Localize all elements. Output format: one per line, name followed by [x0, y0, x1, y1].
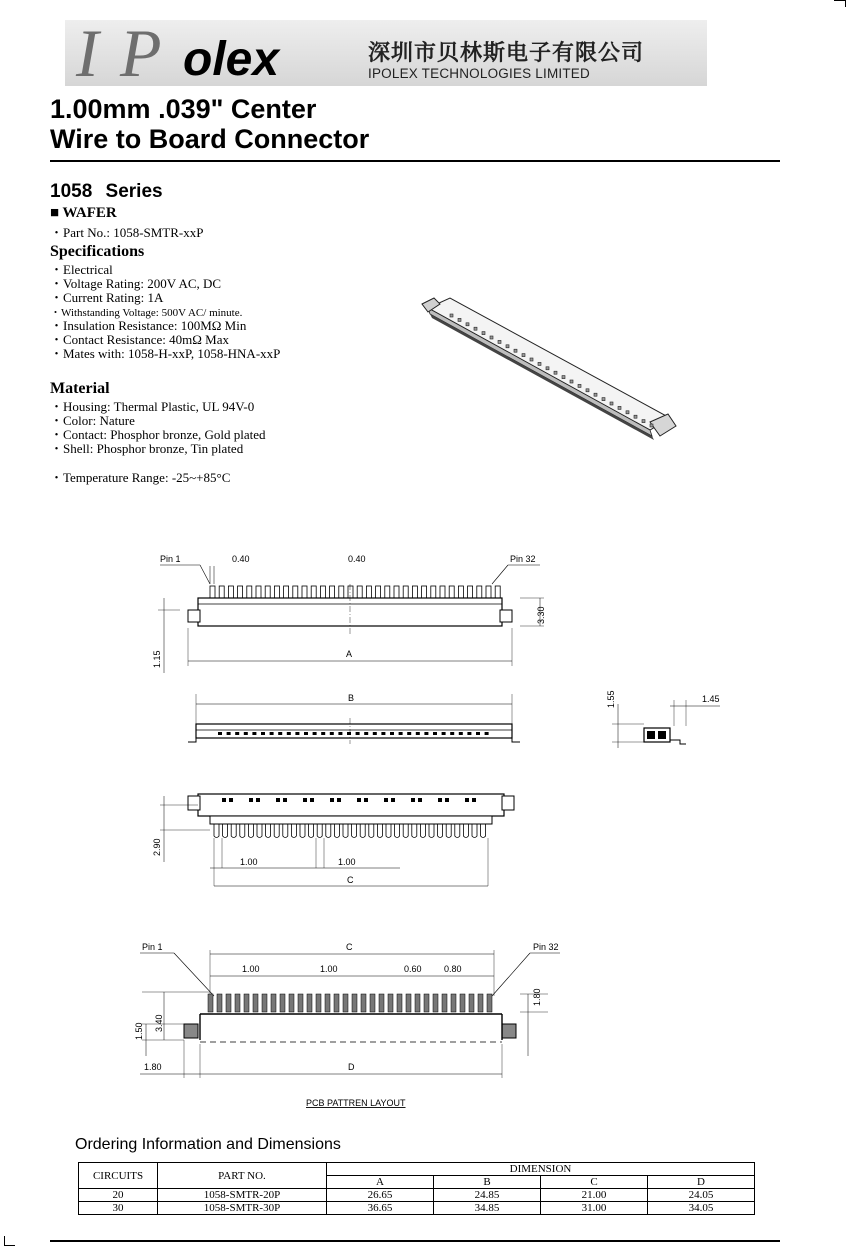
housing-window	[222, 798, 226, 802]
contact-pin	[256, 586, 261, 598]
material-item: ・Shell: Phosphor bronze, Tin plated	[50, 441, 244, 456]
solder-tail	[395, 824, 400, 838]
pcb-pad	[379, 994, 384, 1012]
solder-tail	[412, 824, 417, 838]
col-dim-c: C	[541, 1176, 648, 1189]
solder-tail	[352, 824, 357, 838]
top-view-drawing	[150, 548, 550, 678]
housing-window	[418, 798, 422, 802]
col-dimension: DIMENSION	[327, 1163, 755, 1176]
pcb-pad	[325, 994, 330, 1012]
pad-length-label: 1.80	[532, 988, 542, 1006]
contact-slot	[530, 358, 533, 361]
solder-tail	[291, 824, 296, 838]
solder-tail	[429, 824, 434, 838]
cell-c: 31.00	[541, 1202, 648, 1215]
contact-dot	[424, 732, 428, 735]
contact-slot	[578, 384, 581, 387]
housing-window	[445, 798, 449, 802]
logo-letter-p: P	[120, 15, 162, 91]
contact-slot	[474, 327, 477, 330]
contact-pin	[458, 586, 463, 598]
housing-window	[465, 798, 469, 802]
pcb-pad	[226, 994, 231, 1012]
contact-pin	[302, 586, 307, 598]
contact-slot	[482, 332, 485, 335]
solder-tail	[240, 824, 245, 838]
col-circuits: CIRCUITS	[79, 1163, 158, 1189]
pcb-margin-label: 1.80	[144, 1062, 162, 1072]
contact-slot	[594, 393, 597, 396]
offset-label: 1.15	[152, 650, 162, 668]
cell-part: 1058-SMTR-20P	[158, 1189, 327, 1202]
pcb-pad	[280, 994, 285, 1012]
contact-pin	[366, 586, 371, 598]
contact-slot	[562, 376, 565, 379]
solder-tail	[369, 824, 374, 838]
solder-tail	[231, 824, 236, 838]
housing-window	[411, 798, 415, 802]
pcb-pad	[370, 994, 375, 1012]
contact-pin	[376, 586, 381, 598]
company-name-en: IPOLEX TECHNOLOGIES LIMITED	[368, 66, 590, 81]
solder-tail	[438, 824, 443, 838]
side-height-label: 1.55	[606, 690, 616, 708]
contact-dot	[218, 732, 222, 735]
housing-window	[438, 798, 442, 802]
pcb-pad	[316, 994, 321, 1012]
pcb-pad	[244, 994, 249, 1012]
contact-pin	[394, 586, 399, 598]
contact-pin	[449, 586, 454, 598]
col-dim-a: A	[327, 1176, 434, 1189]
contact-dot	[467, 732, 471, 735]
material-item: ・Color: Nature	[50, 413, 135, 428]
contact-dot	[450, 732, 454, 735]
solder-tail	[248, 824, 253, 838]
contact-dot	[399, 732, 403, 735]
contact-dot	[373, 732, 377, 735]
contact-dot	[295, 732, 299, 735]
contact-dot	[321, 732, 325, 735]
contact-slot	[506, 345, 509, 348]
material-item: ・Contact: Phosphor bronze, Gold plated	[50, 427, 266, 442]
logo-text: olex	[183, 33, 280, 86]
contact-pin	[339, 586, 344, 598]
contact-pin	[440, 586, 445, 598]
pcb-pad	[433, 994, 438, 1012]
contact-dot	[433, 732, 437, 735]
spec-item: ・Current Rating: 1A	[50, 290, 164, 305]
solder-tail	[223, 824, 228, 838]
solder-tail	[446, 824, 451, 838]
pcb-pad	[415, 994, 420, 1012]
contact-slot	[498, 340, 501, 343]
part-number: ・Part No.: 1058-SMTR-xxP	[50, 225, 204, 240]
cell-b: 34.85	[434, 1202, 541, 1215]
spec-item: ・Electrical	[50, 262, 113, 277]
contact-slot	[602, 398, 605, 401]
contact-dot	[227, 732, 231, 735]
housing-window	[337, 798, 341, 802]
cell-circuits: 30	[79, 1202, 158, 1215]
contact-slot	[546, 367, 549, 370]
contact-dot	[287, 732, 291, 735]
cell-circuits: 20	[79, 1189, 158, 1202]
housing-window	[384, 798, 388, 802]
solder-tail	[283, 824, 288, 838]
side-view-drawing	[600, 680, 730, 752]
contact-dot	[416, 732, 420, 735]
cell-d: 24.05	[648, 1189, 755, 1202]
crop-mark-top-right	[834, 0, 846, 7]
contact-dot	[381, 732, 385, 735]
dim-c-label: C	[346, 942, 353, 952]
contact-slot	[458, 318, 461, 321]
housing-window	[310, 798, 314, 802]
pcb-pad	[487, 994, 492, 1012]
housing-window	[357, 798, 361, 802]
solder-tail	[386, 824, 391, 838]
contact-dot	[261, 732, 265, 735]
housing-window	[229, 798, 233, 802]
contact-slot	[570, 380, 573, 383]
pin32-label: Pin 32	[510, 554, 536, 564]
pcb-layout-drawing	[130, 936, 560, 1112]
solder-tail	[214, 824, 219, 838]
contact-pin	[431, 586, 436, 598]
pcb-pad	[343, 994, 348, 1012]
pin1-label: Pin 1	[142, 942, 163, 952]
contact-pin	[293, 586, 298, 598]
contact-pin	[412, 586, 417, 598]
solder-tail	[472, 824, 477, 838]
solder-tail	[317, 824, 322, 838]
pad-pitch-label: 0.80	[444, 964, 462, 974]
contact-dot	[235, 732, 239, 735]
spec-item: ・Insulation Resistance: 100MΩ Min	[50, 318, 247, 333]
contact-pin	[238, 586, 243, 598]
contact-dot	[304, 732, 308, 735]
pcb-pad	[397, 994, 402, 1012]
contact-slot	[514, 349, 517, 352]
pcb-pad	[262, 994, 267, 1012]
specifications-heading: Specifications	[50, 243, 145, 260]
pcb-pad	[271, 994, 276, 1012]
title-line-1: 1.00mm .039" Center	[50, 94, 317, 124]
contact-dot	[485, 732, 489, 735]
pcb-pad	[298, 994, 303, 1012]
contact-dot	[356, 732, 360, 735]
housing-window	[330, 798, 334, 802]
contact-slot	[586, 389, 589, 392]
contact-slot	[650, 424, 653, 427]
contact-dot	[313, 732, 317, 735]
housing-window	[391, 798, 395, 802]
contact-dot	[390, 732, 394, 735]
col-dim-b: B	[434, 1176, 541, 1189]
front-view-drawing	[180, 690, 530, 746]
cell-a: 26.65	[327, 1189, 434, 1202]
crop-mark-bottom-left	[4, 1236, 15, 1246]
title-divider	[50, 160, 780, 162]
pcb-pad	[289, 994, 294, 1012]
solder-tail	[360, 824, 365, 838]
contact-dot	[364, 732, 368, 735]
contact-dot	[270, 732, 274, 735]
dim-d-label: D	[348, 1062, 355, 1072]
solder-tail	[481, 824, 486, 838]
housing-window	[303, 798, 307, 802]
contact-pin	[385, 586, 390, 598]
contact-dot	[459, 732, 463, 735]
contact-dot	[442, 732, 446, 735]
solder-tail	[420, 824, 425, 838]
solder-tail	[266, 824, 271, 838]
logo-letter-i: I	[76, 15, 97, 91]
contact-pin	[330, 586, 335, 598]
contact-pin	[477, 586, 482, 598]
solder-tail	[309, 824, 314, 838]
cell-d: 34.05	[648, 1202, 755, 1215]
contact-dot	[252, 732, 256, 735]
solder-tail	[403, 824, 408, 838]
contact-pin	[311, 586, 316, 598]
pitch-label: 1.00	[320, 964, 338, 974]
contact-slot	[634, 415, 637, 418]
bottom-view-drawing	[150, 786, 520, 896]
contact-slot	[490, 336, 493, 339]
pitch-label: 1.00	[338, 857, 356, 867]
pin1-label: Pin 1	[160, 554, 181, 564]
table-row	[79, 1202, 755, 1215]
housing-window	[249, 798, 253, 802]
table-row	[79, 1189, 755, 1202]
solder-tail	[343, 824, 348, 838]
dim-c-label: C	[347, 875, 354, 885]
pcb-depth-label: 3.40	[154, 1014, 164, 1032]
series-heading: 1058 Series	[50, 181, 163, 202]
title-line-2: Wire to Board Connector	[50, 124, 370, 154]
pitch-label: 0.40	[232, 554, 250, 564]
housing-window	[256, 798, 260, 802]
pcb-pad	[388, 994, 393, 1012]
contact-pin	[468, 586, 473, 598]
contact-dot	[407, 732, 411, 735]
connector-3d-illustration	[420, 290, 680, 450]
contact-pin	[348, 586, 353, 598]
housing-window	[276, 798, 280, 802]
col-part-no: PART NO.	[158, 1163, 327, 1189]
pitch-label: 1.00	[242, 964, 260, 974]
spec-item: ・Mates with: 1058-H-xxP, 1058-HNA-xxP	[50, 346, 281, 361]
contact-slot	[466, 323, 469, 326]
contact-slot	[522, 354, 525, 357]
pcb-pad	[334, 994, 339, 1012]
contact-pin	[210, 586, 215, 598]
contact-dot	[476, 732, 480, 735]
solder-tail	[274, 824, 279, 838]
contact-pin	[357, 586, 362, 598]
pcb-pad	[307, 994, 312, 1012]
contact-dot	[244, 732, 248, 735]
pitch-label: 0.40	[348, 554, 366, 564]
pcb-pad	[469, 994, 474, 1012]
pcb-pad	[478, 994, 483, 1012]
pcb-pad	[235, 994, 240, 1012]
cell-c: 21.00	[541, 1189, 648, 1202]
contact-pin	[284, 586, 289, 598]
contact-slot	[626, 411, 629, 414]
contact-pin	[320, 586, 325, 598]
contact-slot	[618, 406, 621, 409]
housing-window	[283, 798, 287, 802]
pin-length-label: 2.90	[152, 838, 162, 856]
ordering-table	[78, 1162, 755, 1215]
solder-tail	[300, 824, 305, 838]
pcb-pad	[352, 994, 357, 1012]
pcb-pad	[442, 994, 447, 1012]
spec-item: ・Voltage Rating: 200V AC, DC	[50, 276, 222, 291]
wafer-heading: ■ WAFER	[50, 205, 117, 221]
solder-tail	[334, 824, 339, 838]
contact-pin	[486, 586, 491, 598]
material-heading: Material	[50, 380, 110, 397]
contact-dot	[338, 732, 342, 735]
solder-tail	[326, 824, 331, 838]
pcb-pad	[361, 994, 366, 1012]
solder-tail	[463, 824, 468, 838]
solder-tail	[377, 824, 382, 838]
housing-window	[472, 798, 476, 802]
dim-b-label: B	[348, 693, 355, 703]
contact-slot	[642, 420, 645, 423]
contact-pin	[422, 586, 427, 598]
contact-pin	[247, 586, 252, 598]
spec-item: ・Contact Resistance: 40mΩ Max	[50, 332, 229, 347]
cell-b: 24.85	[434, 1189, 541, 1202]
contact-slot	[554, 371, 557, 374]
pad-width-label: 0.60	[404, 964, 422, 974]
contact-slot	[538, 362, 541, 365]
pin32-label: Pin 32	[533, 942, 559, 952]
contact-slot	[450, 314, 453, 317]
contact-dot	[278, 732, 282, 735]
pcb-pad	[217, 994, 222, 1012]
contact-pin	[274, 586, 279, 598]
col-dim-d: D	[648, 1176, 755, 1189]
ordering-heading: Ordering Information and Dimensions	[75, 1136, 341, 1153]
cell-part: 1058-SMTR-30P	[158, 1202, 327, 1215]
dim-a-label: A	[346, 649, 353, 659]
solder-tail	[455, 824, 460, 838]
solder-tail	[257, 824, 262, 838]
contact-pin	[403, 586, 408, 598]
material-item: ・Housing: Thermal Plastic, UL 94V-0	[50, 399, 255, 414]
contact-pin	[228, 586, 233, 598]
pcb-pad	[406, 994, 411, 1012]
pcb-pad	[424, 994, 429, 1012]
pcb-offset-label: 1.50	[134, 1022, 144, 1040]
contact-pin	[265, 586, 270, 598]
company-name-cn: 深圳市贝林斯电子有限公司	[368, 41, 645, 66]
pcb-pad	[253, 994, 258, 1012]
side-width-label: 1.45	[702, 694, 720, 704]
contact-pin	[495, 586, 500, 598]
contact-dot	[330, 732, 334, 735]
height-label: 3.30	[536, 606, 546, 624]
pcb-pad	[460, 994, 465, 1012]
pitch-label: 1.00	[240, 857, 258, 867]
housing-window	[364, 798, 368, 802]
temperature-range: ・Temperature Range: -25~+85°C	[50, 470, 231, 485]
contact-dot	[347, 732, 351, 735]
pcb-layout-caption: PCB PATTREN LAYOUT	[306, 1098, 406, 1108]
spec-item: ・Withstanding Voltage: 500V AC/ minute.	[50, 307, 243, 319]
pcb-pad	[451, 994, 456, 1012]
contact-slot	[610, 402, 613, 405]
pcb-pad	[208, 994, 213, 1012]
contact-pin	[219, 586, 224, 598]
footer-divider	[50, 1240, 780, 1242]
cell-a: 36.65	[327, 1202, 434, 1215]
